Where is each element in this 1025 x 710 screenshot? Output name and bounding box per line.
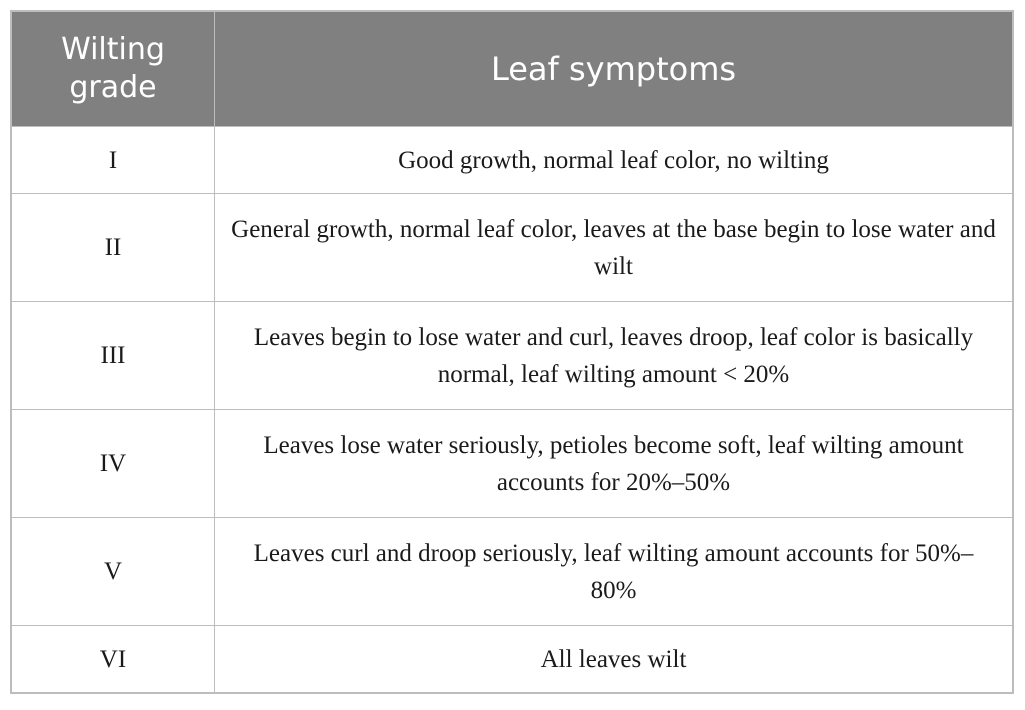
header-wilting-grade-line1: Wilting (61, 32, 165, 67)
table-row (12, 410, 1013, 518)
table-row (12, 194, 1013, 302)
symptom-cell: Leaves lose water seriously, petioles become soft, leaf wilting amount accounts for 20%–50% (215, 410, 1013, 518)
grade-cell: II (12, 194, 215, 302)
symptom-cell: General growth, normal leaf color, leaves at the base begin to lose water and wilt (215, 194, 1013, 302)
symptom-cell: Good growth, normal leaf color, no wilting (215, 127, 1013, 194)
table-header (12, 12, 1013, 127)
wilting-grade-table-container (10, 10, 1014, 694)
header-leaf-symptoms: Leaf symptoms (215, 12, 1013, 127)
header-wilting-grade (12, 12, 215, 127)
grade-cell: III (12, 302, 215, 410)
header-wilting-grade-line2: grade (69, 70, 157, 105)
symptom-cell: All leaves wilt (215, 626, 1013, 693)
grade-cell: I (12, 127, 215, 194)
table-row (12, 127, 1013, 194)
symptom-cell: Leaves begin to lose water and curl, leaves droop, leaf color is basically normal, leaf wilting amount < 20% (215, 302, 1013, 410)
header-row (12, 12, 1013, 127)
symptom-cell: Leaves curl and droop seriously, leaf wilting amount accounts for 50%–80% (215, 518, 1013, 626)
table-body (12, 127, 1013, 693)
table-row (12, 518, 1013, 626)
grade-cell: VI (12, 626, 215, 693)
grade-cell: IV (12, 410, 215, 518)
grade-cell: V (12, 518, 215, 626)
table-row (12, 302, 1013, 410)
table-row (12, 626, 1013, 693)
wilting-grade-table (11, 11, 1013, 693)
